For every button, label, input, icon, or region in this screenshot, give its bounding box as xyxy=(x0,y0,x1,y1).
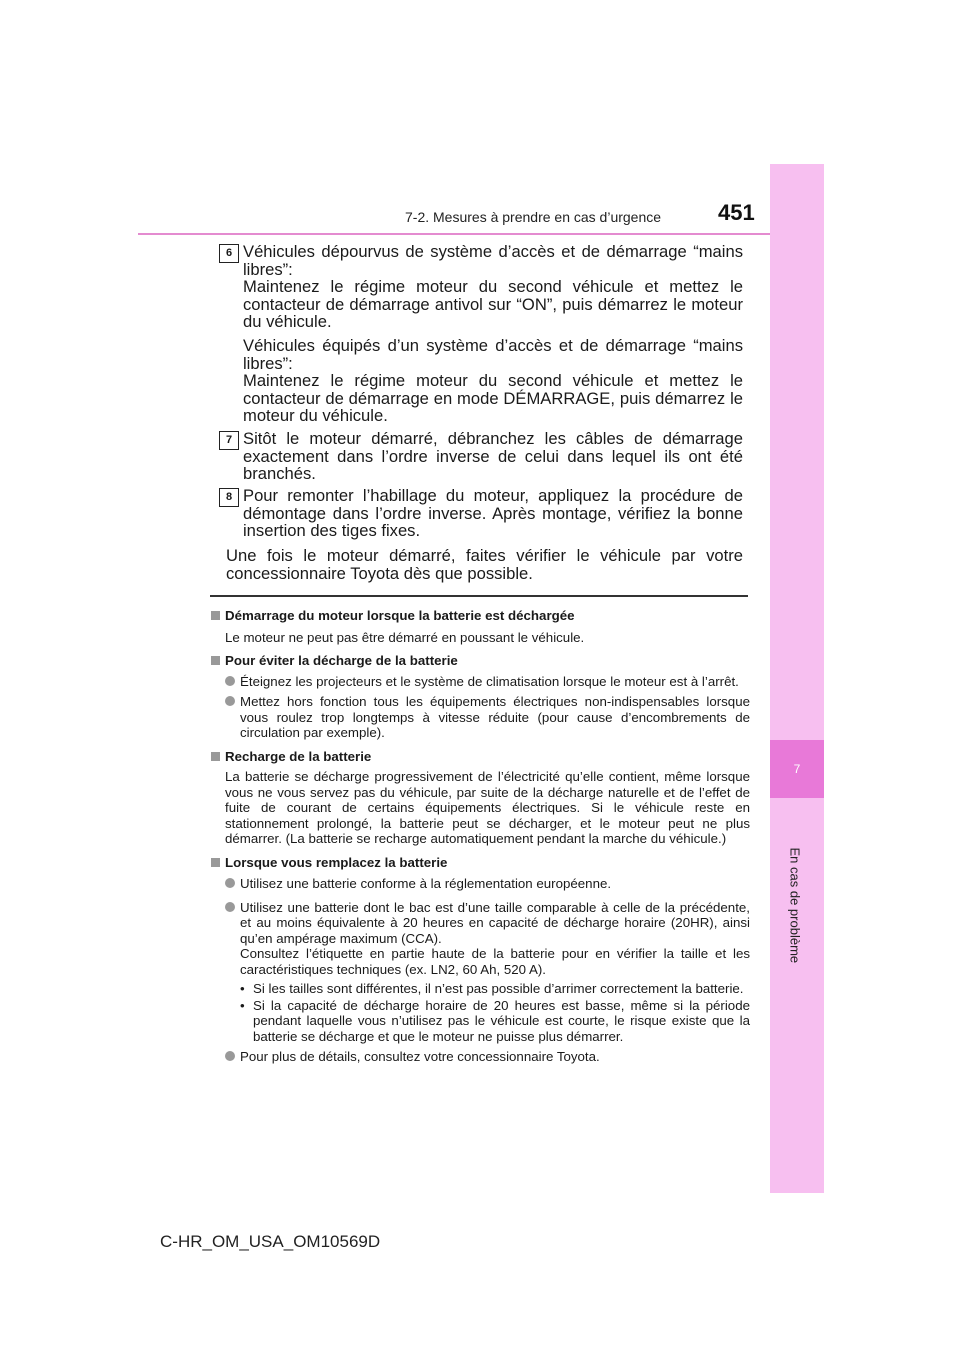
step-6 xyxy=(243,243,743,425)
step-number-7: 7 xyxy=(219,431,239,450)
side-tab xyxy=(770,164,824,1193)
bullet-item: Éteignez les projecteurs et le système de climatisation lorsque le moteur est à l’arrêt. xyxy=(225,674,750,690)
note-body: Le moteur ne peut pas être démarré en poussant le véhicule. xyxy=(225,629,585,645)
bullet-icon xyxy=(225,878,235,888)
note-heading: Démarrage du moteur lorsque la batterie est déchargée xyxy=(210,608,750,624)
step-number-8: 8 xyxy=(219,488,239,507)
sub-bullet-item: • Si la capacité de décharge horaire de 20 heures est basse, même si la période pendant laquelle vous n’utilisez pas le véhicule est courte, le risque existe que la batterie se décharge et que le moteur ne puisse plus démarrer. xyxy=(240,997,750,1044)
step-6-paragraph-2: Maintenez le régime moteur du second véhicule et mettez le contacteur de démarrage antivol sur “ON”, puis démarrez le moteur du véhicule. xyxy=(243,277,743,332)
sub-bullet-item: • Si les tailles sont différentes, il n’est pas possible d’arrimer correctement la batterie. xyxy=(240,981,744,996)
header-rule xyxy=(138,233,822,235)
side-tab-chapter-title: En cas de problème xyxy=(787,847,803,964)
footer-document-code: C-HR_OM_USA_OM10569D xyxy=(160,1232,381,1251)
bullet-item: Pour plus de détails, consultez votre concessionnaire Toyota. xyxy=(225,1049,750,1065)
bullet-item: Mettez hors fonction tous les équipements électriques non-indispensables lorsque vous roulez trop longtemps à vitesse réduite (pour cause d’encombrements de circulation par exemple). xyxy=(225,694,750,741)
bullet-item: Utilisez une batterie conforme à la réglementation européenne. xyxy=(225,876,750,892)
final-text: Une fois le moteur démarré, faites vérifier le véhicule par votre concessionnaire Toyota dès que possible. xyxy=(226,546,743,583)
step-7: Sitôt le moteur démarré, débranchez les câbles de démarrage exactement dans l’ordre inverse de celui dans lequel ils ont été branchés. xyxy=(243,429,743,484)
bullet-icon xyxy=(225,696,235,706)
bullet-item: Utilisez une batterie dont le bac est d’une taille comparable à celle de la précédente, et au moins équivalente à 20 heures en capacité de décharge horaire (20HR), ainsi qu’en ampérage maximum (CCA). Consultez l’étiquette en partie haute de la batterie pour en vérifier la taille et les caractéristiques techniques (ex. LN2, 60 Ah, 520 A). xyxy=(225,900,750,978)
page-number: 451 xyxy=(718,200,755,225)
note-heading: Lorsque vous remplacez la batterie xyxy=(210,855,750,871)
step-8: Pour remonter l’habillage du moteur, appliquez la procédure de démontage dans l’ordre inverse. Après montage, vérifiez la bonne insertion des tiges fixes. xyxy=(243,486,743,541)
notes-section xyxy=(210,603,750,1065)
bullet-icon xyxy=(225,1051,235,1061)
separator xyxy=(210,595,748,597)
step-6-paragraph-4: Maintenez le régime moteur du second véhicule et mettez le contacteur de démarrage en mode DÉMARRAGE, puis démarrez le moteur du véhicule. xyxy=(243,371,743,426)
step-6-paragraph-1: Véhicules dépourvus de système d’accès et de démarrage “mains libres”: xyxy=(243,242,743,279)
step-number-6: 6 xyxy=(219,244,239,263)
bullet-icon xyxy=(225,902,235,912)
note-body: La batterie se décharge progressivement de l’électricité qu’elle contient, même lorsque vous ne vous servez pas du véhicule, par suite de la décharge naturelle et de l’effet de fuite de courant de certains équipements électriques. Si le véhicule reste en stationnement prolongé, la batterie peut se décharger, et le moteur peut ne plus démarrer. (La batterie se recharge automatiquement pendant la marche du véhicule.) xyxy=(225,769,750,846)
step-6-paragraph-3: Véhicules équipés d’un système d’accès et de démarrage “mains libres”: xyxy=(243,335,743,373)
note-heading: Pour éviter la décharge de la batterie xyxy=(210,653,750,669)
header-section-title: 7-2. Mesures à prendre en cas d’urgence xyxy=(405,209,662,225)
side-tab-chapter-number: 7 xyxy=(770,740,824,798)
bullet-icon xyxy=(225,676,235,686)
note-heading: Recharge de la batterie xyxy=(210,749,750,765)
